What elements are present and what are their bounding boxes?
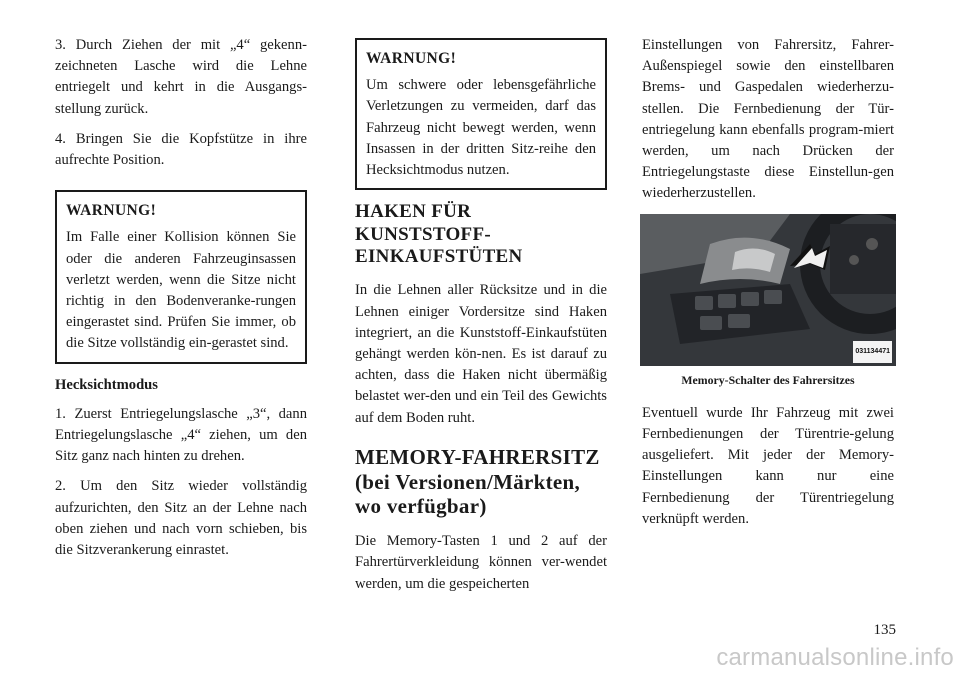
step-3-text: 3. Durch Ziehen der mit „4“ gekenn-zeichneten Lasche wird die Lehne entriegelt und kehrt in die Ausgangs-stellung zurück. <box>55 37 307 117</box>
heading-memory-seat: MEMORY-FAHRERSITZ (bei Versionen/Märkten, wo verfügbar) <box>355 444 600 519</box>
step-4-text: 4. Bringen Sie die Kopfstütze in ihre aufrechte Position. <box>55 130 307 169</box>
memory-paragraph: Die Memory-Tasten 1 und 2 auf der Fahrertürverkleidung können ver-wendet werden, um die gespeicherten <box>355 533 607 592</box>
hooks-paragraph: In die Lehnen aller Rücksitze und in die Lehnen einiger Vordersitze sind Haken integriert, an die Kunststoff-Einkaufstüten gehängt werden kön-nen. Es ist darauf zu achten, dass die Haken nicht übermäßig belastet wer-den und ein Teil des Gewichts auf dem Boden ruht. <box>355 282 607 426</box>
rear-view-step-1: 1. Zuerst Entriegelungslasche „3“, dann Entriegelungslasche „4“ ziehen, um den Sitz ganz nach hinten zu drehen. <box>55 405 307 465</box>
warning-title: WARNUNG! <box>366 50 457 67</box>
warning-box-seats <box>55 190 307 363</box>
memory-switch-photo <box>640 214 896 366</box>
photo-code: 031134471 <box>853 341 892 362</box>
column-left <box>55 35 307 570</box>
rear-view-step-2: 2. Um den Sitz wieder vollständig aufzurichten, den Sitz an der Lehne nach oben ziehen und nach vorn schieben, bis die Sitzverankerung einrastet. <box>55 478 307 559</box>
warning-text: Im Falle einer Kollision können Sie oder die anderen Fahrzeuginsassen verletzt werden, wenn die Sitze nicht richtig in den Bodenveranke-rungen eingerastet sind. Prüfen Sie immer, ob die Sitze vollständig ein-gerastet sind. <box>66 229 296 352</box>
warning-title: WARNUNG! <box>66 202 157 220</box>
watermark: carmanualsonline.info <box>716 644 954 671</box>
column-right <box>642 35 894 539</box>
column-middle <box>355 35 607 604</box>
heading-shopping-bag-hooks: HAKEN FÜR KUNSTSTOFF-EINKAUFSTÜTEN <box>355 201 523 268</box>
memory-continued-paragraph: Einstellungen von Fahrersitz, Fahrer-Außenspiegel sowie den einstellbaren Brems- und Gaspedalen wiederherzu-stellen. Die Fernbedienung der Tür-entriegelung kann ebenfalls program-miert werden, um nach Drücken der Entriegelungstaste diese Einstellun-gen wiederherzustellen. <box>642 37 894 202</box>
warning-box-rear-view <box>355 38 607 190</box>
subheading-rear-view-mode: Hecksichtmodus <box>55 376 158 393</box>
warning-text: Um schwere oder lebensgefährliche Verletzungen zu vermeiden, darf das Fahrzeug nicht bewegt werden, wenn Insassen in der dritten Sitz-reihe den Hecksichtmodus nutzen. <box>366 77 596 179</box>
photo-caption: Memory-Schalter des Fahrersitzes <box>681 372 855 387</box>
page-number: 135 <box>873 622 896 638</box>
remote-paragraph: Eventuell wurde Ihr Fahrzeug mit zwei Fernbedienungen der Türentrie-gelung ausgeliefert. Mit jeder der Memory-Einstellungen kann nur eine Fernbedienung der Türentriegelung verknüpft werden. <box>642 404 894 527</box>
